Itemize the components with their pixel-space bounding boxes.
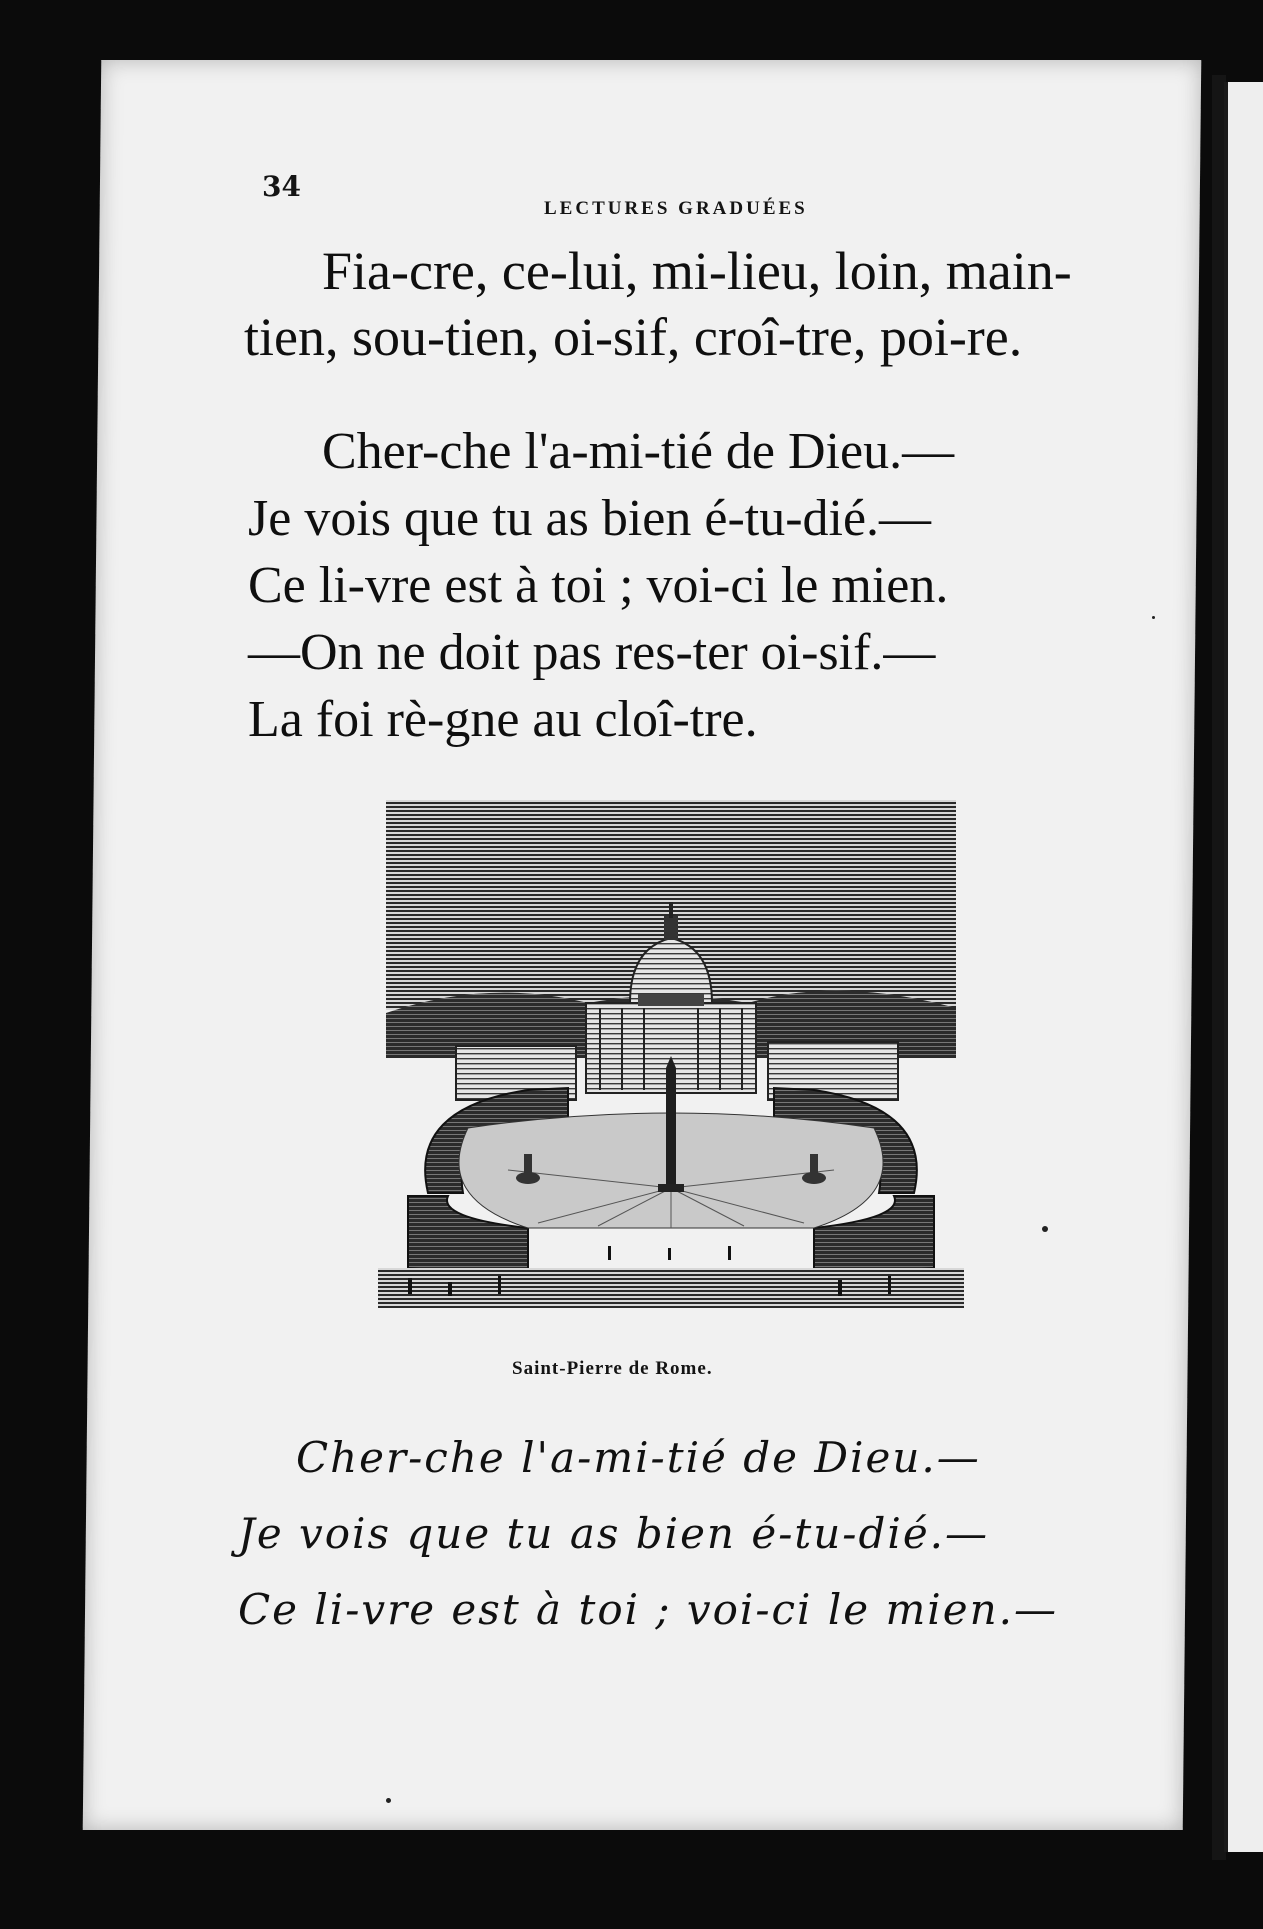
script-line: Ce li-vre est à toi ; voi-ci le mien.— (238, 1585, 1058, 1634)
illustration-caption: Saint-Pierre de Rome. (512, 1358, 713, 1379)
sentence-line: —On ne doit pas res-ter oi-sif.— (248, 624, 936, 681)
sentence-line: La foi rè-gne au cloî-tre. (248, 691, 758, 748)
sentence-line: Cher-che l'a-mi-tié de Dieu.— (322, 423, 955, 480)
script-line: Cher-che l'a-mi-tié de Dieu.— (296, 1433, 981, 1482)
reading-sentences (248, 418, 1148, 753)
syllable-line: tien, sou-tien, oi-sif, croî-tre, poi-re. (244, 307, 1023, 367)
syllable-line: Fia-cre, ce-lui, mi-lieu, loin, main- (322, 241, 1072, 301)
adjacent-page-edge (1224, 82, 1263, 1852)
script-line: Je vois que tu as bien é-tu-dié.— (238, 1509, 990, 1558)
handwriting-exercise (238, 1420, 1118, 1648)
page-number: 34 (262, 170, 301, 203)
print-speck (386, 1798, 391, 1803)
syllable-exercise (244, 238, 1144, 370)
running-title: LECTURES GRADUÉES (544, 198, 808, 219)
page-header (262, 170, 1062, 220)
print-speck (1042, 1226, 1048, 1232)
sentence-line: Ce li-vre est à toi ; voi-ci le mien. (248, 557, 949, 614)
st-peters-engraving (368, 798, 974, 1320)
sentence-line: Je vois que tu as bien é-tu-dié.— (248, 490, 932, 547)
print-speck (1152, 616, 1155, 619)
